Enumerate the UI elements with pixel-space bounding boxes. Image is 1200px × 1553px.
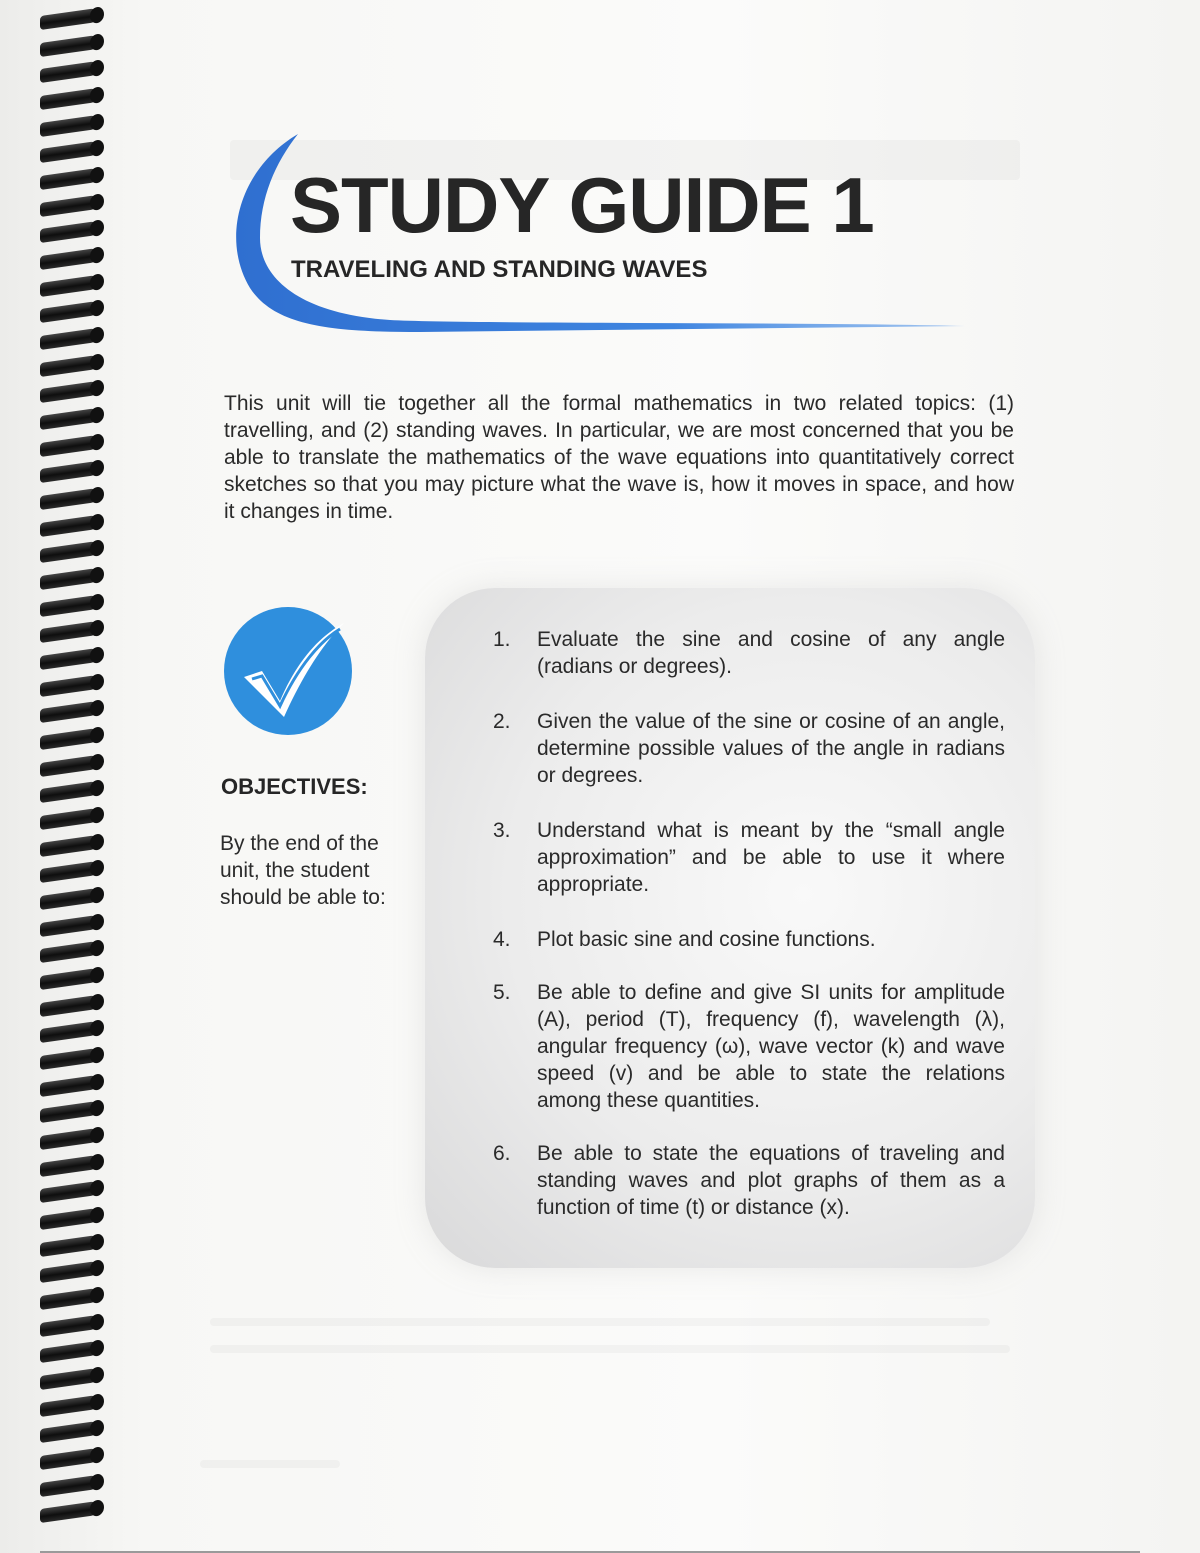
binding-coil — [40, 728, 98, 750]
binding-coil — [40, 808, 98, 830]
objective-text: Evaluate the sine and cosine of any angle (radians or degrees). — [537, 628, 1005, 678]
binding-coil — [40, 355, 98, 377]
binding-coil — [40, 1501, 98, 1523]
binding-coil — [40, 1395, 98, 1417]
binding-coil — [40, 488, 98, 510]
binding-coil — [40, 861, 98, 883]
binding-coil — [40, 301, 98, 323]
checkmark-circle-icon — [222, 605, 354, 737]
objective-item — [485, 979, 1005, 1114]
binding-coil — [40, 541, 98, 563]
objective-number: 6. — [493, 1142, 511, 1165]
objective-number: 2. — [493, 710, 511, 733]
binding-coil — [40, 781, 98, 803]
binding-coil — [40, 435, 98, 457]
binding-coil — [40, 8, 98, 30]
binding-coil — [40, 1315, 98, 1337]
binding-coil — [40, 595, 98, 617]
binding-coil — [40, 1021, 98, 1043]
binding-coil — [40, 755, 98, 777]
binding-coil — [40, 195, 98, 217]
objective-number: 5. — [493, 981, 511, 1004]
binding-coil — [40, 88, 98, 110]
binding-coil — [40, 675, 98, 697]
binding-coil — [40, 835, 98, 857]
objective-text: Plot basic sine and cosine functions. — [537, 928, 876, 951]
binding-coil — [40, 1075, 98, 1097]
binding-coil — [40, 35, 98, 57]
binding-coil — [40, 115, 98, 137]
objective-item — [485, 1140, 1005, 1221]
objectives-lead-text: By the end of the unit, the student should be able to: — [220, 832, 386, 909]
binding-coil — [40, 1128, 98, 1150]
binding-coil — [40, 1208, 98, 1230]
binding-coil — [40, 915, 98, 937]
objective-number: 1. — [493, 628, 511, 651]
objective-item — [485, 926, 1005, 953]
spiral-binding — [36, 8, 106, 1548]
binding-coil — [40, 1421, 98, 1443]
objective-text: Be able to state the equations of traveling and standing waves and plot graphs of them as a function of time (t) or distance (x). — [537, 1142, 1005, 1219]
binding-coil — [40, 61, 98, 83]
show-through-line — [200, 1460, 340, 1468]
binding-coil — [40, 168, 98, 190]
binding-coil — [40, 381, 98, 403]
binding-coil — [40, 1101, 98, 1123]
binding-coil — [40, 1368, 98, 1390]
binding-coil — [40, 1261, 98, 1283]
objective-text: Be able to define and give SI units for amplitude (A), period (T), frequency (f), wavelength (λ), angular frequency (ω), wave vector (k) and wave speed (v) and be able to state the relations among these quantities. — [537, 981, 1005, 1112]
objectives-heading: OBJECTIVES: — [221, 774, 368, 799]
objective-text: Given the value of the sine or cosine of an angle, determine possible values of the angle in radians or degrees. — [537, 710, 1005, 787]
objective-item — [485, 626, 1005, 680]
objectives-list — [485, 626, 1005, 1221]
page-subtitle: TRAVELING AND STANDING WAVES — [291, 256, 708, 283]
binding-coil — [40, 1235, 98, 1257]
binding-coil — [40, 1475, 98, 1497]
binding-coil — [40, 968, 98, 990]
binding-coil — [40, 1341, 98, 1363]
objective-item — [485, 708, 1005, 789]
binding-coil — [40, 941, 98, 963]
binding-coil — [40, 275, 98, 297]
binding-coil — [40, 461, 98, 483]
show-through-line — [210, 1318, 990, 1326]
binding-coil — [40, 1288, 98, 1310]
intro-paragraph: This unit will tie together all the formal mathematics in two related topics: (1) travelling, and (2) standing waves. In particular, we are most concerned that you be able to translate the mathematics of the wave equations into quantitatively correct sketches so that you may picture what the wave is, how it moves in space, and how it changes in time. — [224, 392, 1014, 523]
show-through-line — [210, 1345, 1010, 1353]
binding-coil — [40, 995, 98, 1017]
binding-coil — [40, 648, 98, 670]
binding-coil — [40, 888, 98, 910]
binding-coil — [40, 1155, 98, 1177]
objective-number: 4. — [493, 928, 511, 951]
binding-coil — [40, 1048, 98, 1070]
objective-item — [485, 817, 1005, 898]
objective-number: 3. — [493, 819, 511, 842]
binding-coil — [40, 221, 98, 243]
binding-coil — [40, 408, 98, 430]
objective-text: Understand what is meant by the “small angle approximation” and be able to use it where appropriate. — [537, 819, 1005, 896]
binding-coil — [40, 1181, 98, 1203]
binding-coil — [40, 701, 98, 723]
binding-coil — [40, 141, 98, 163]
binding-coil — [40, 1448, 98, 1470]
binding-coil — [40, 515, 98, 537]
binding-coil — [40, 328, 98, 350]
binding-coil — [40, 621, 98, 643]
binding-coil — [40, 248, 98, 270]
page-title: STUDY GUIDE 1 — [290, 161, 874, 249]
binding-coil — [40, 568, 98, 590]
